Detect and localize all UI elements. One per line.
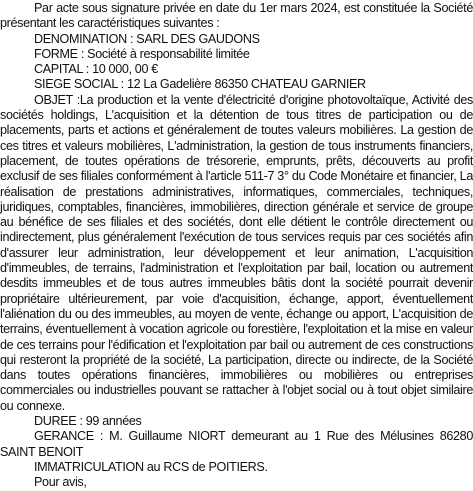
immatriculation-line: IMMATRICULATION au RCS de POITIERS. xyxy=(34,459,268,474)
forme-line: FORME : Société à responsabilité limitée xyxy=(34,46,250,61)
objet-paragraph: OBJET :La production et la vente d'électricité d'origine photovoltaïque, Activité des sociétés holdings, L'acquisition et la détention de tous titres de participation ou de placements, parts et actions et généralement de toutes valeurs mobilières. La gestion de ces titres et valeurs mobilières, L'administration, la gestion de tous instruments financiers, placement, de toutes opérations de trésorerie, emprunts, prêts, découverts au profit exclusif de ses filiales conformément à l'article 511-7 3° du Code Monétaire et financier, La réalisation de prestations administratives, informatiques, commerciales, techniques, juridiques, comptables, financières, immobilières, direction générale et service de groupe au bénéfice de ses filiales et des sociétés, dont elle détient le contrôle directement ou indirectement, plus généralement l'exécution de tous services requis par ces sociétés afin d'assurer leur administration, leur développement et leur animation, L'acquisition d'immeubles, de terrains, l'administration et l'exploitation par bail, location ou autrement desdits immeubles et de tous autres immeubles bâtis dont la société pourrait devenir propriétaire ultérieurement, par voie d'acquisition, échange, apport, éventuellement l'aliénation du ou des immeubles, au moyen de vente, échange ou apport, L'acquisition de terrains, éventuellement à vocation agricole ou forestière, l'exploitation et la mise en valeur de ces terrains pour l'édification et l'exploitation par bail ou autrement de ces constructions qui resteront la propriété de la société, La participation, directe ou indirecte, de la Société dans toutes opérations financières, immobilières ou mobilières ou entreprises commerciales ou industrielles pouvant se rattacher à l'objet social ou à tout objet similaire ou connexe. xyxy=(0,92,473,413)
denomination-line: DENOMINATION : SARL DES GAUDONS xyxy=(34,31,260,46)
siege-social-line: SIEGE SOCIAL : 12 La Gadelière 86350 CHATEAU GARNIER xyxy=(34,77,366,92)
intro-paragraph: Par acte sous signature privée en date du 1er mars 2024, est constituée la Société présentant les caractéristiques suivantes : xyxy=(0,1,473,31)
gerance-paragraph: GERANCE : M. Guillaume NIORT demeurant au 1 Rue des Mélusines 86280 SAINT BENOIT xyxy=(0,429,473,459)
closing-line: Pour avis, xyxy=(34,475,87,490)
duree-line: DUREE : 99 années xyxy=(34,414,142,429)
capital-line: CAPITAL : 10 000, 00 € xyxy=(34,62,158,77)
